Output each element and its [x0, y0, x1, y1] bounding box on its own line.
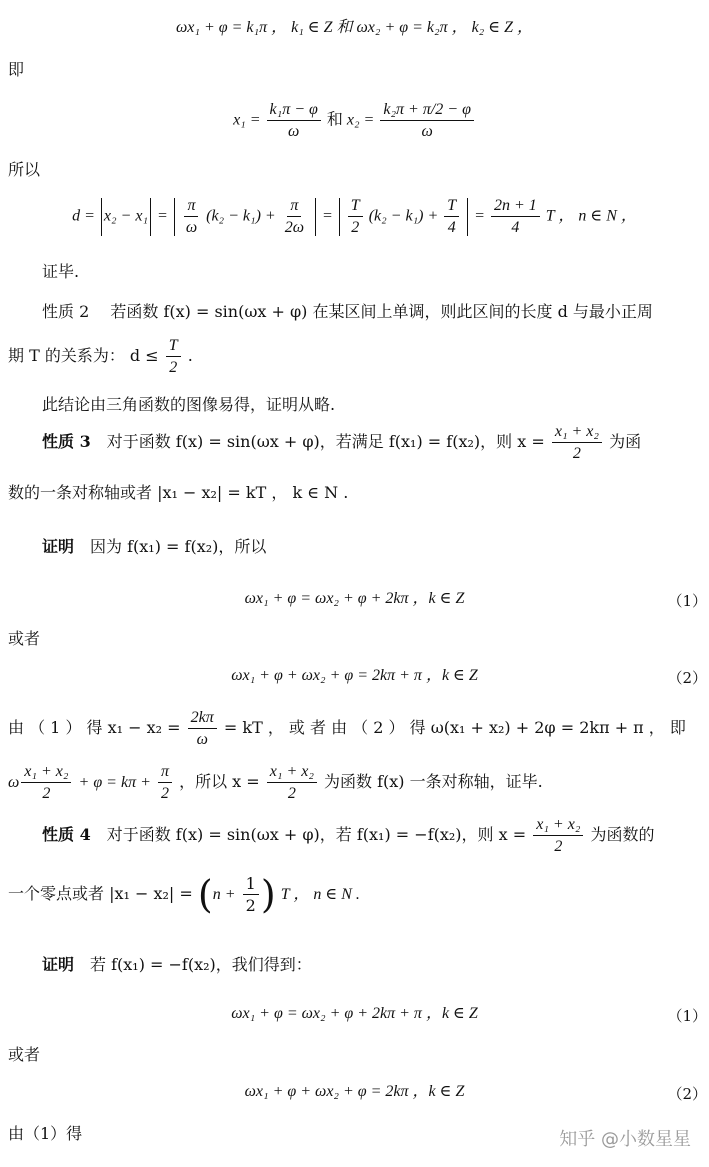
- proof-3-start: 证明 因为 f(x₁) = f(x₂)，所以: [42, 537, 267, 556]
- equation-4-1: ωx₁ + φ = ωx₂ + φ + 2kπ + π ，k ∈ Z: [231, 1005, 478, 1022]
- equation-3-2: ωx₁ + φ + ωx₂ + φ = 2kπ + π ，k ∈ Z: [231, 667, 478, 684]
- equation-x1-x2: x₁ = $\frac{\text{k₁π − φ}}{\omega}$ 和 x₂ = $\frac{\text{k₂π + π/2 − φ}}{\omega}$: [0, 100, 709, 141]
- equation-line-1: ωx₁ + φ = k₁π ， k₁ ∈ Z 和 ωx₂ + φ = k₂π ， k₂ ∈ Z ，: [176, 19, 533, 36]
- derivation-line-2: ω $\frac{\text{x₁ + x₂}}{2}$ + φ = kπ + $\frac{\pi}{2}$ ，所以 x = $\frac{\text{x₁ + x₂}}{2}$ 为函数 f(x) 一条对称轴，证毕.: [8, 763, 543, 803]
- equation-3-1: ωx₁ + φ = ωx₂ + φ + 2kπ ，k ∈ Z: [244, 590, 465, 607]
- text-conclusion: 此结论由三角函数的图像易得，证明从略.: [42, 395, 336, 414]
- text-huozhe: 或者: [8, 629, 41, 648]
- property-3-cont: 数的一条对称轴或者 |x₁ − x₂| = kT ， k ∈ N .: [8, 483, 349, 502]
- property-2-relation: 期 T 的关系为： d ≤ $\frac{T}{2}$ .: [8, 337, 193, 377]
- proof-4-start: 证明 若 f(x₁) = −f(x₂)，我们得到：: [42, 955, 312, 974]
- derivation-line-1: 由 （ 1 ） 得 x₁ − x₂ = $\frac{2k\pi}{\omega}$ = kT ， 或 者 由 （ 2 ） 得 ω(x₁ + x₂) + 2φ = 2kπ + π ， 即: [8, 709, 686, 749]
- equation-d: d = x₂ − x₁ = $\frac{\pi}{\omega}$ (k₂ − k₁) + $\frac{\pi}{2\omega}$ = $\frac{T}{2}$ (k₂ − k₁) + $\frac{T}{4}$ = $\frac{2n + 1}{4}$ T ， n ∈ N ，: [72, 197, 637, 237]
- watermark: 知乎 @小数星星: [559, 1129, 691, 1150]
- equation-number-2: （2）: [667, 669, 707, 687]
- proof-label-2: 证明: [42, 955, 75, 974]
- text-you-1-de: 由（1）得: [8, 1124, 83, 1143]
- property-3: 性质 3 对于函数 f(x) = sin(ωx + φ)，若满足 f(x₁) = f(x₂)，则 x = $\frac{\text{x₁ + x₂}}{2}$ 为函: [42, 423, 642, 463]
- text-zhengbi: 证毕.: [42, 262, 80, 281]
- text-suoyi: 所以: [8, 160, 41, 179]
- equation-number-4-1: （1）: [667, 1007, 707, 1025]
- property-3-label: 性质 3: [42, 432, 91, 452]
- fraction-x2: $\frac{\text{k₂π + π/2 − φ}}{\omega}$: [380, 100, 474, 141]
- equation-number-4-2: （2）: [667, 1085, 707, 1103]
- fraction-x1: $\frac{\text{k₁π − φ}}{\omega}$: [267, 100, 321, 141]
- property-4-label: 性质 4: [42, 825, 91, 845]
- property-4-cont: 一个零点或者 |x₁ − x₂| = (n + $\frac{1}{2}$ ) T ， n ∈ N .: [8, 872, 360, 917]
- property-4: 性质 4 对于函数 f(x) = sin(ωx + φ)，若 f(x₁) = −f(x₂)，则 x = $\frac{\text{x₁ + x₂}}{2}$ 为函数的: [42, 816, 655, 856]
- text-huozhe-2: 或者: [8, 1045, 41, 1064]
- text-ji: 即: [8, 60, 25, 79]
- proof-label: 证明: [42, 537, 75, 556]
- property-2: 性质 2 若函数 f(x) = sin(ωx + φ) 在某区间上单调，则此区间的长度 d 与最小正周: [42, 302, 653, 321]
- equation-4-2: ωx₁ + φ + ωx₂ + φ = 2kπ ，k ∈ Z: [244, 1083, 465, 1100]
- equation-number-1: （1）: [667, 592, 707, 610]
